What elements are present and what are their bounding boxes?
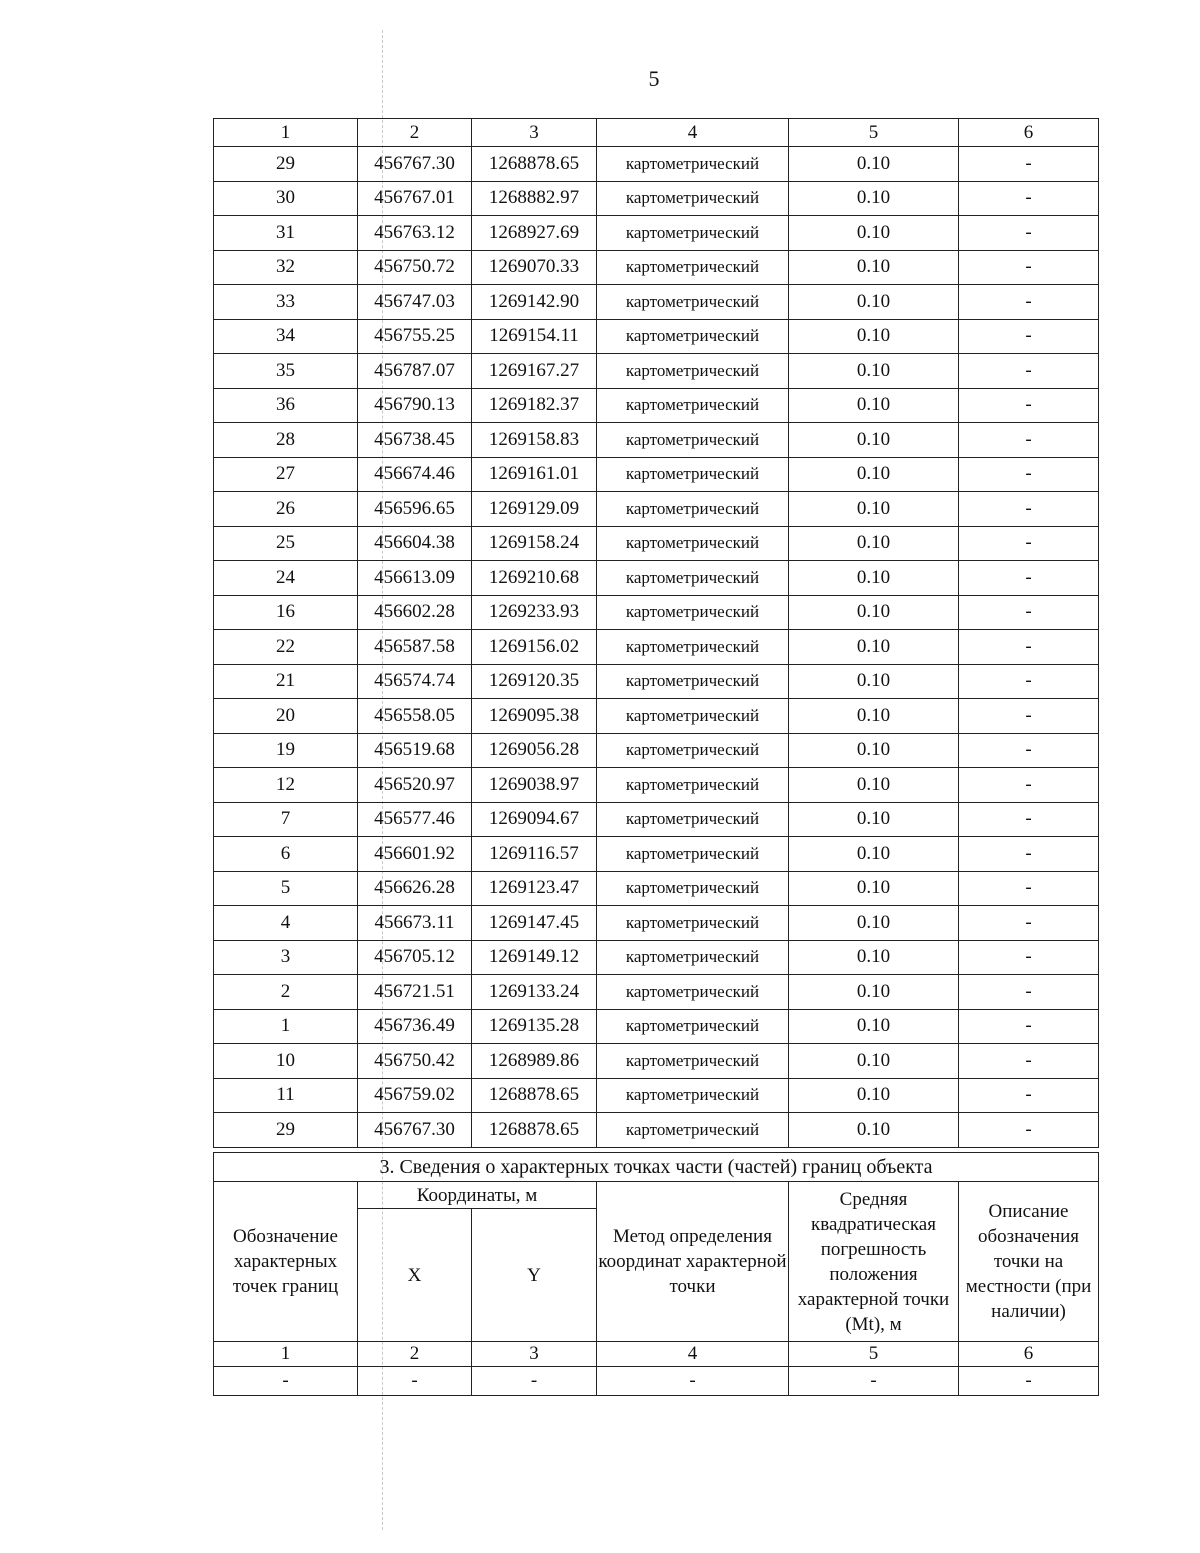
y-coordinate-cell: 1268878.65 (472, 1078, 597, 1113)
point-number-cell: 4 (214, 906, 358, 941)
coordinates-table-body (214, 147, 1099, 1148)
table-row (214, 561, 1099, 596)
method-cell: картометрический (597, 733, 789, 768)
description-cell: - (959, 595, 1099, 630)
method-cell: картометрический (597, 664, 789, 699)
method-cell: картометрический (597, 871, 789, 906)
column-number-row (214, 119, 1099, 147)
error-cell: 0.10 (789, 354, 959, 389)
x-coordinate-cell: 456602.28 (358, 595, 472, 630)
description-cell: - (959, 1078, 1099, 1113)
column-number: 1 (214, 1342, 358, 1367)
method-cell: картометрический (597, 1078, 789, 1113)
y-coordinate-cell: 1269038.97 (472, 768, 597, 803)
error-cell: 0.10 (789, 802, 959, 837)
y-coordinate-cell: 1269129.09 (472, 492, 597, 527)
error-cell: 0.10 (789, 526, 959, 561)
error-cell: 0.10 (789, 906, 959, 941)
error-cell: 0.10 (789, 1044, 959, 1079)
error-cell: 0.10 (789, 837, 959, 872)
x-coordinate-cell: 456705.12 (358, 940, 472, 975)
x-coordinate-cell: 456604.38 (358, 526, 472, 561)
y-coordinate-cell: 1268878.65 (472, 1113, 597, 1148)
point-number-cell: 29 (214, 147, 358, 182)
table-cell: - (959, 1367, 1099, 1396)
method-cell: картометрический (597, 250, 789, 285)
table-cell: - (358, 1367, 472, 1396)
point-number-cell: 24 (214, 561, 358, 596)
table-row (214, 871, 1099, 906)
table-row (214, 940, 1099, 975)
error-cell: 0.10 (789, 975, 959, 1010)
x-coordinate-cell: 456520.97 (358, 768, 472, 803)
x-header: X (358, 1209, 472, 1342)
point-number-cell: 28 (214, 423, 358, 458)
description-cell: - (959, 1009, 1099, 1044)
column-number: 2 (358, 119, 472, 147)
section3-table (213, 1152, 1099, 1396)
x-coordinate-cell: 456577.46 (358, 802, 472, 837)
x-coordinate-cell: 456755.25 (358, 319, 472, 354)
error-cell: 0.10 (789, 250, 959, 285)
error-cell: 0.10 (789, 595, 959, 630)
error-cell: 0.10 (789, 457, 959, 492)
error-cell: 0.10 (789, 699, 959, 734)
description-cell: - (959, 216, 1099, 251)
y-coordinate-cell: 1269156.02 (472, 630, 597, 665)
description-cell: - (959, 319, 1099, 354)
point-number-cell: 33 (214, 285, 358, 320)
description-cell: - (959, 733, 1099, 768)
point-number-cell: 27 (214, 457, 358, 492)
method-cell: картометрический (597, 216, 789, 251)
y-coordinate-cell: 1269095.38 (472, 699, 597, 734)
y-coordinate-cell: 1269158.24 (472, 526, 597, 561)
column-number: 3 (472, 1342, 597, 1367)
point-number-cell: 16 (214, 595, 358, 630)
y-coordinate-cell: 1269233.93 (472, 595, 597, 630)
method-cell: картометрический (597, 181, 789, 216)
table-row (214, 457, 1099, 492)
y-coordinate-cell: 1269210.68 (472, 561, 597, 596)
description-cell: - (959, 526, 1099, 561)
coordinates-table (213, 118, 1099, 1148)
column-number: 3 (472, 119, 597, 147)
table-row (214, 492, 1099, 527)
x-coordinate-cell: 456759.02 (358, 1078, 472, 1113)
method-cell: картометрический (597, 354, 789, 389)
point-number-cell: 32 (214, 250, 358, 285)
point-number-cell: 5 (214, 871, 358, 906)
column-number: 4 (597, 119, 789, 147)
description-cell: - (959, 699, 1099, 734)
error-cell: 0.10 (789, 423, 959, 458)
point-number-cell: 25 (214, 526, 358, 561)
point-number-cell: 11 (214, 1078, 358, 1113)
y-coordinate-cell: 1269149.12 (472, 940, 597, 975)
coordinates-header: Координаты, м (358, 1182, 597, 1209)
table-row (214, 1078, 1099, 1113)
description-cell: - (959, 250, 1099, 285)
method-cell: картометрический (597, 1113, 789, 1148)
x-coordinate-cell: 456721.51 (358, 975, 472, 1010)
y-coordinate-cell: 1268989.86 (472, 1044, 597, 1079)
method-cell: картометрический (597, 147, 789, 182)
method-header: Метод определения координат характерной точки (597, 1182, 789, 1342)
point-number-cell: 20 (214, 699, 358, 734)
method-cell: картометрический (597, 595, 789, 630)
table-row (214, 250, 1099, 285)
error-cell: 0.10 (789, 285, 959, 320)
point-number-cell: 34 (214, 319, 358, 354)
error-cell: 0.10 (789, 1078, 959, 1113)
method-cell: картометрический (597, 285, 789, 320)
method-cell: картометрический (597, 1009, 789, 1044)
y-coordinate-cell: 1269120.35 (472, 664, 597, 699)
empty-data-row (214, 1367, 1099, 1396)
x-coordinate-cell: 456519.68 (358, 733, 472, 768)
point-number-cell: 35 (214, 354, 358, 389)
method-cell: картометрический (597, 388, 789, 423)
description-cell: - (959, 975, 1099, 1010)
table-row (214, 1009, 1099, 1044)
description-cell: - (959, 906, 1099, 941)
method-cell: картометрический (597, 526, 789, 561)
point-number-cell: 12 (214, 768, 358, 803)
method-cell: картометрический (597, 906, 789, 941)
page-number: 5 (648, 66, 660, 91)
y-coordinate-cell: 1269133.24 (472, 975, 597, 1010)
point-number-cell: 31 (214, 216, 358, 251)
error-cell: 0.10 (789, 1113, 959, 1148)
column-number: 2 (358, 1342, 472, 1367)
x-coordinate-cell: 456767.30 (358, 1113, 472, 1148)
description-cell: - (959, 388, 1099, 423)
y-coordinate-cell: 1268882.97 (472, 181, 597, 216)
x-coordinate-cell: 456767.01 (358, 181, 472, 216)
column-number: 5 (789, 1342, 959, 1367)
method-cell: картометрический (597, 457, 789, 492)
description-cell: - (959, 492, 1099, 527)
column-number: 6 (959, 1342, 1099, 1367)
y-coordinate-cell: 1269056.28 (472, 733, 597, 768)
description-header: Описание обозначения точки на местности (при наличии) (959, 1182, 1099, 1342)
section-title: 3. Сведения о характерных точках части (частей) границ объекта (214, 1153, 1099, 1182)
table-row (214, 837, 1099, 872)
error-cell: 0.10 (789, 630, 959, 665)
column-number: 1 (214, 119, 358, 147)
y-coordinate-cell: 1269147.45 (472, 906, 597, 941)
table-row (214, 388, 1099, 423)
error-cell: 0.10 (789, 216, 959, 251)
method-cell: картометрический (597, 561, 789, 596)
x-coordinate-cell: 456750.42 (358, 1044, 472, 1079)
table-row (214, 1113, 1099, 1148)
point-number-cell: 19 (214, 733, 358, 768)
point-number-cell: 26 (214, 492, 358, 527)
x-coordinate-cell: 456601.92 (358, 837, 472, 872)
y-coordinate-cell: 1269161.01 (472, 457, 597, 492)
description-cell: - (959, 147, 1099, 182)
x-coordinate-cell: 456673.11 (358, 906, 472, 941)
table-row (214, 664, 1099, 699)
table-cell: - (472, 1367, 597, 1396)
table-row (214, 595, 1099, 630)
method-cell: картометрический (597, 802, 789, 837)
point-number-cell: 36 (214, 388, 358, 423)
description-cell: - (959, 940, 1099, 975)
method-cell: картометрический (597, 975, 789, 1010)
y-coordinate-cell: 1268927.69 (472, 216, 597, 251)
y-coordinate-cell: 1269123.47 (472, 871, 597, 906)
description-cell: - (959, 561, 1099, 596)
method-cell: картометрический (597, 1044, 789, 1079)
x-coordinate-cell: 456763.12 (358, 216, 472, 251)
point-number-cell: 10 (214, 1044, 358, 1079)
table-row (214, 319, 1099, 354)
point-number-cell: 30 (214, 181, 358, 216)
column-number: 5 (789, 119, 959, 147)
description-cell: - (959, 802, 1099, 837)
y-coordinate-cell: 1269070.33 (472, 250, 597, 285)
column-number: 4 (597, 1342, 789, 1367)
y-coordinate-cell: 1269094.67 (472, 802, 597, 837)
table-row (214, 975, 1099, 1010)
table-row (214, 147, 1099, 182)
point-number-cell: 29 (214, 1113, 358, 1148)
method-cell: картометрический (597, 837, 789, 872)
x-coordinate-cell: 456596.65 (358, 492, 472, 527)
method-cell: картометрический (597, 423, 789, 458)
y-coordinate-cell: 1269167.27 (472, 354, 597, 389)
table-row (214, 354, 1099, 389)
description-cell: - (959, 664, 1099, 699)
error-cell: 0.10 (789, 733, 959, 768)
error-cell: 0.10 (789, 492, 959, 527)
description-cell: - (959, 285, 1099, 320)
table-row (214, 526, 1099, 561)
x-coordinate-cell: 456613.09 (358, 561, 472, 596)
y-coordinate-cell: 1269154.11 (472, 319, 597, 354)
table-row (214, 285, 1099, 320)
table-row (214, 906, 1099, 941)
table-row (214, 181, 1099, 216)
table-row (214, 423, 1099, 458)
description-cell: - (959, 630, 1099, 665)
x-coordinate-cell: 456558.05 (358, 699, 472, 734)
point-number-cell: 3 (214, 940, 358, 975)
x-coordinate-cell: 456750.72 (358, 250, 472, 285)
error-cell: 0.10 (789, 147, 959, 182)
description-cell: - (959, 768, 1099, 803)
y-header: Y (472, 1209, 597, 1342)
error-cell: 0.10 (789, 319, 959, 354)
x-coordinate-cell: 456747.03 (358, 285, 472, 320)
y-coordinate-cell: 1269135.28 (472, 1009, 597, 1044)
table-row (214, 768, 1099, 803)
error-cell: 0.10 (789, 871, 959, 906)
method-cell: картометрический (597, 699, 789, 734)
point-number-cell: 1 (214, 1009, 358, 1044)
y-coordinate-cell: 1268878.65 (472, 147, 597, 182)
table-cell: - (789, 1367, 959, 1396)
y-coordinate-cell: 1269116.57 (472, 837, 597, 872)
point-number-cell: 21 (214, 664, 358, 699)
x-coordinate-cell: 456790.13 (358, 388, 472, 423)
method-cell: картометрический (597, 319, 789, 354)
x-coordinate-cell: 456574.74 (358, 664, 472, 699)
error-cell: 0.10 (789, 388, 959, 423)
table-row (214, 802, 1099, 837)
method-cell: картометрический (597, 492, 789, 527)
table-cell: - (597, 1367, 789, 1396)
column-number: 6 (959, 119, 1099, 147)
y-coordinate-cell: 1269158.83 (472, 423, 597, 458)
description-cell: - (959, 181, 1099, 216)
table-row (214, 733, 1099, 768)
table-cell: - (214, 1367, 358, 1396)
point-number-cell: 2 (214, 975, 358, 1010)
x-coordinate-cell: 456674.46 (358, 457, 472, 492)
table-row (214, 1044, 1099, 1079)
description-cell: - (959, 354, 1099, 389)
description-cell: - (959, 837, 1099, 872)
method-cell: картометрический (597, 768, 789, 803)
error-cell: 0.10 (789, 940, 959, 975)
x-coordinate-cell: 456736.49 (358, 1009, 472, 1044)
table-row (214, 699, 1099, 734)
error-cell: 0.10 (789, 664, 959, 699)
error-cell: 0.10 (789, 561, 959, 596)
x-coordinate-cell: 456767.30 (358, 147, 472, 182)
x-coordinate-cell: 456626.28 (358, 871, 472, 906)
point-number-cell: 7 (214, 802, 358, 837)
table-row (214, 630, 1099, 665)
error-header: Средняя квадратическая погрешность положения характерной точки (Mt), м (789, 1182, 959, 1342)
method-cell: картометрический (597, 630, 789, 665)
error-cell: 0.10 (789, 1009, 959, 1044)
point-number-cell: 22 (214, 630, 358, 665)
y-coordinate-cell: 1269142.90 (472, 285, 597, 320)
x-coordinate-cell: 456787.07 (358, 354, 472, 389)
description-cell: - (959, 423, 1099, 458)
error-cell: 0.10 (789, 181, 959, 216)
y-coordinate-cell: 1269182.37 (472, 388, 597, 423)
table-row (214, 216, 1099, 251)
point-number-cell: 6 (214, 837, 358, 872)
description-cell: - (959, 1113, 1099, 1148)
column-number-row (214, 1342, 1099, 1367)
description-cell: - (959, 1044, 1099, 1079)
x-coordinate-cell: 456738.45 (358, 423, 472, 458)
x-coordinate-cell: 456587.58 (358, 630, 472, 665)
description-cell: - (959, 871, 1099, 906)
description-cell: - (959, 457, 1099, 492)
method-cell: картометрический (597, 940, 789, 975)
error-cell: 0.10 (789, 768, 959, 803)
point-designation-header: Обозначение характерных точек границ (214, 1182, 358, 1342)
